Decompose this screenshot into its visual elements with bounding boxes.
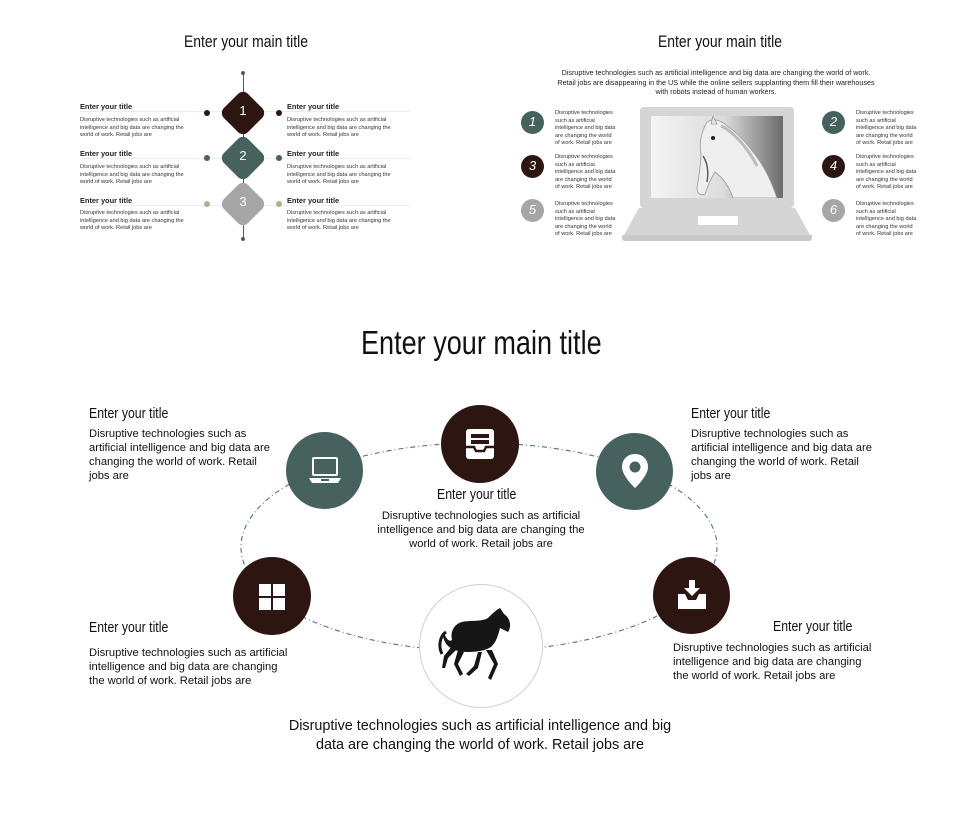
top-left-title: Enter your title xyxy=(89,405,169,422)
center-text: Disruptive technologies such as artificial intelligence and big data are changing the world of work. Retail jobs are xyxy=(377,510,585,550)
item-text-1: Disruptive technologies such as artificial intelligence and big data are changing the world of work. Retail jobs are xyxy=(555,110,616,147)
item-text-5: Disruptive technologies such as artificial intelligence and big data are changing the world of work. Retail jobs are xyxy=(555,201,616,238)
row-left-title: Enter your title xyxy=(80,196,133,205)
item-number-5: 5 xyxy=(528,202,537,217)
item-number-1: 1 xyxy=(528,114,537,129)
item-number-4: 4 xyxy=(829,158,838,173)
top-right-text: Disruptive technologies such as artificial intelligence and big data are changing the world of work. Retail jobs are xyxy=(691,428,872,482)
download-tray-icon xyxy=(675,578,709,612)
windows-logo-icon xyxy=(258,583,286,611)
row-left-title: Enter your title xyxy=(80,102,133,111)
top-right-title: Enter your title xyxy=(691,405,771,422)
item-text-4: Disruptive technologies such as artificial intelligence and big data are changing the world of work. Retail jobs are xyxy=(856,154,917,191)
bottom-right-title: Enter your title xyxy=(773,618,853,635)
slide3-main-title: Enter your main title xyxy=(361,324,602,361)
footer-text: Disruptive technologies such as artificial intelligence and big data are changing the world of work. Retail jobs are xyxy=(288,718,672,753)
row-right-title: Enter your title xyxy=(287,149,340,158)
item-number-6: 6 xyxy=(829,202,838,217)
slide2-intro: Disruptive technologies such as artificial intelligence and big data are changing the world of work. Retail jobs are disappearing in the US while the online sellers supplanting them fill their warehouses with robots instead of human workers. xyxy=(557,68,875,97)
row-right-text: Disruptive technologies such as artificial intelligence and big data are changing the world of work. Retail jobs are xyxy=(287,210,391,232)
item-number-3: 3 xyxy=(528,158,537,173)
center-title: Enter your title xyxy=(437,486,517,503)
item-text-6: Disruptive technologies such as artificial intelligence and big data are changing the world of work. Retail jobs are xyxy=(856,201,917,238)
laptop-icon xyxy=(307,454,343,486)
row-right-text: Disruptive technologies such as artificial intelligence and big data are changing the world of work. Retail jobs are xyxy=(287,164,391,186)
row-left-text: Disruptive technologies such as artificial intelligence and big data are changing the world of work. Retail jobs are xyxy=(80,117,184,139)
row-right-text: Disruptive technologies such as artificial intelligence and big data are changing the world of work. Retail jobs are xyxy=(287,117,391,139)
step-number-3: 3 xyxy=(239,194,247,209)
row-left-text: Disruptive technologies such as artificial intelligence and big data are changing the world of work. Retail jobs are xyxy=(80,164,184,186)
bottom-left-text: Disruptive technologies such as artificial intelligence and big data are changing the world of work. Retail jobs are xyxy=(89,647,288,687)
row-right-title: Enter your title xyxy=(287,102,340,111)
item-number-2: 2 xyxy=(829,114,838,129)
step-number-2: 2 xyxy=(239,148,247,163)
row-left-text: Disruptive technologies such as artificial intelligence and big data are changing the world of work. Retail jobs are xyxy=(80,210,184,232)
inbox-tray-icon xyxy=(462,426,498,462)
step-number-1: 1 xyxy=(239,103,247,118)
top-left-text: Disruptive technologies such as artificial intelligence and big data are changing the world of work. Retail jobs are xyxy=(89,428,270,482)
bottom-left-title: Enter your title xyxy=(89,619,169,636)
item-text-3: Disruptive technologies such as artificial intelligence and big data are changing the world of work. Retail jobs are xyxy=(555,154,616,191)
bottom-right-text: Disruptive technologies such as artificial intelligence and big data are changing the world of work. Retail jobs are xyxy=(673,642,872,682)
location-pin-icon xyxy=(620,452,650,490)
black-horse-illustration xyxy=(438,606,522,688)
row-left-title: Enter your title xyxy=(80,149,133,158)
row-right-title: Enter your title xyxy=(287,196,340,205)
item-text-2: Disruptive technologies such as artificial intelligence and big data are changing the world of work. Retail jobs are xyxy=(856,110,917,147)
slide1-main-title: Enter your main title xyxy=(184,32,308,51)
slide2-main-title: Enter your main title xyxy=(658,32,782,51)
